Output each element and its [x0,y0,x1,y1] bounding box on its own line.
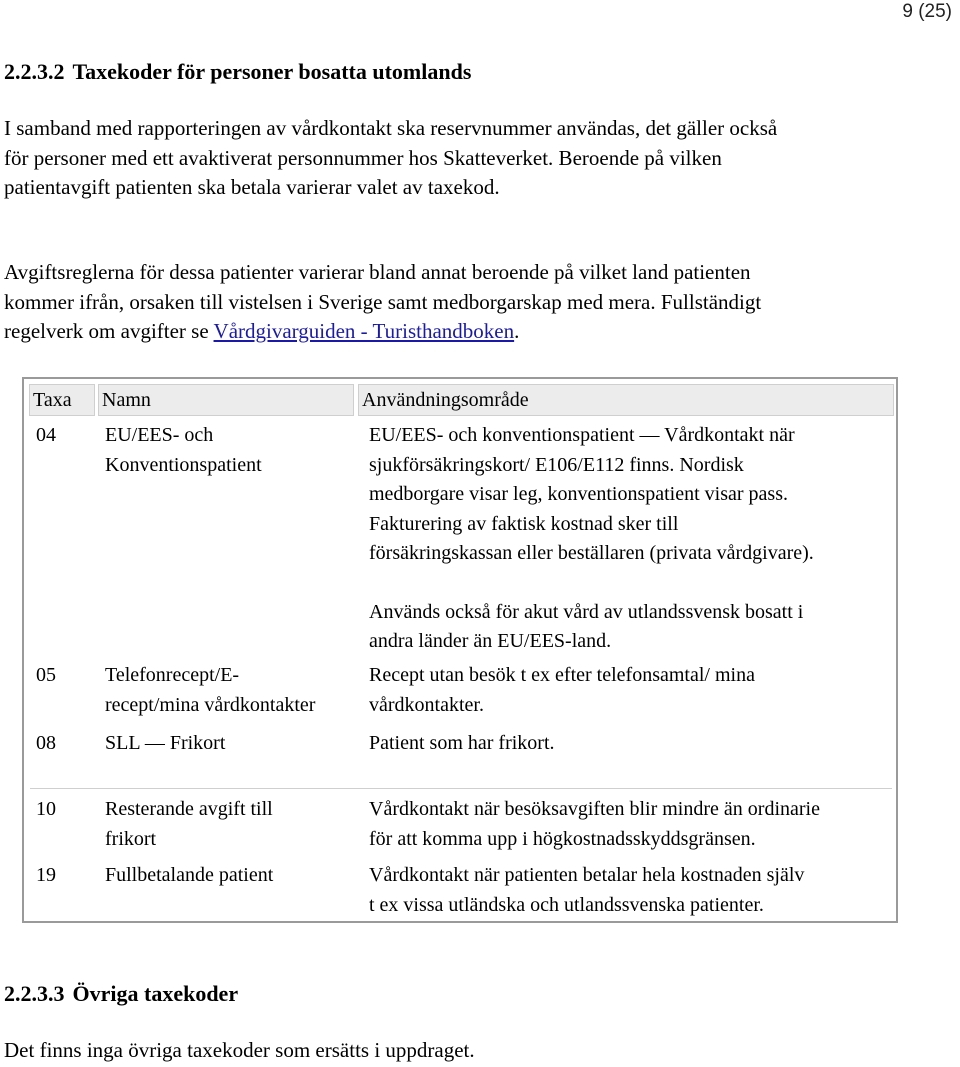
row-divider [30,788,892,789]
paragraph-line: Avgiftsreglerna för dessa patienter varierar bland annat beroende på vilket land patienten [4,260,751,284]
table-row-10-use [364,795,892,854]
use-line: medborgare visar leg, konventionspatient visar pass. [369,483,788,505]
intro-paragraph [4,114,944,203]
paragraph-line-with-link [4,317,944,347]
name-line: Telefonrecept/E- [105,664,240,686]
use-line: vårdkontakter. [369,693,484,716]
name-line: Konventionspatient [105,453,262,476]
use-line: Patient som har frikort. [369,732,555,754]
ovriga-paragraph: Det finns inga övriga taxekoder som ersätts i uppdraget. [4,1038,475,1062]
use-line: Vårdkontakt när patienten betalar hela kostnaden själv [369,864,805,886]
name-line: SLL — Frikort [105,732,226,754]
header-namn: Namn [98,384,354,416]
header-taxa: Taxa [29,384,95,416]
use-line: Fakturering av faktisk kostnad sker till [369,512,679,535]
use-line: t ex vissa utländska och utlandssvenska patienter. [369,893,764,916]
table-row-10-code: 10 [36,798,56,820]
page-number: 9 (25) [902,1,952,22]
table-row-04-use [364,421,892,657]
use-line: Används också för akut vård av utlandssvensk bosatt i [369,600,804,623]
name-line: Resterande avgift till [105,798,273,820]
header-anvandningsomrade: Användningsområde [358,384,894,416]
table-row-08-use [364,729,892,759]
table-row-19-code: 19 [36,864,56,886]
name-line: recept/mina vårdkontakter [105,693,316,716]
use-line: EU/EES- och konventionspatient — Vårdkontakt när [369,424,795,446]
table-row-05-use [364,661,892,720]
name-line: EU/EES- och [105,424,214,446]
table-row-19-use [364,861,892,920]
paragraph-line: I samband med rapporteringen av vårdkontakt ska reservnummer användas, det gäller också [4,116,778,140]
section-heading-ovriga-taxekoder [4,980,238,1008]
paragraph-line: kommer ifrån, orsaken till vistelsen i Sverige samt medborgarskap med mera. Fullständigt [4,289,762,314]
section-number: 2.2.3.2 [4,59,65,84]
paragraph-line: patientavgift patienten ska betala varierar valet av taxekod. [4,175,500,199]
name-line: Fullbetalande patient [105,864,274,886]
use-line: andra länder än EU/EES-land. [369,630,612,652]
paragraph-line: för personer med ett avaktiverat personnummer hos Skatteverket. Beroende på vilken [4,145,722,170]
section-number: 2.2.3.3 [4,981,65,1006]
use-line: Recept utan besök t ex efter telefonsamtal/ mina [369,664,755,686]
table-row-08-code: 08 [36,732,56,754]
table-row-05-code: 05 [36,664,56,686]
section-title: Taxekoder för personer bosatta utomlands [72,59,472,84]
table-row-05-name [100,661,350,720]
turisthandboken-link[interactable]: Vårdgivarguiden - Turisthandboken [213,319,515,343]
paragraph-text: . [514,319,520,343]
table-row-08-name [100,729,350,759]
taxekod-table [22,377,898,923]
fee-rules-paragraph [4,258,944,347]
name-line: frikort [105,827,157,850]
use-line: Vårdkontakt när besöksavgiften blir mindre än ordinarie [369,798,820,820]
table-row-04-code: 04 [36,424,56,446]
table-row-19-name [100,861,350,891]
section-heading-taxekoder-utomlands [4,58,471,86]
use-line: sjukförsäkringskort/ E106/E112 finns. Nordisk [369,453,744,476]
table-row-04-name [100,421,350,480]
paragraph-text: regelverk om avgifter se [4,319,214,343]
use-line: försäkringskassan eller beställaren (privata vårdgivare). [369,542,814,564]
section-title: Övriga taxekoder [72,981,239,1006]
use-line: för att komma upp i högkostnadsskyddsgränsen. [369,827,756,850]
table-row-10-name [100,795,350,854]
